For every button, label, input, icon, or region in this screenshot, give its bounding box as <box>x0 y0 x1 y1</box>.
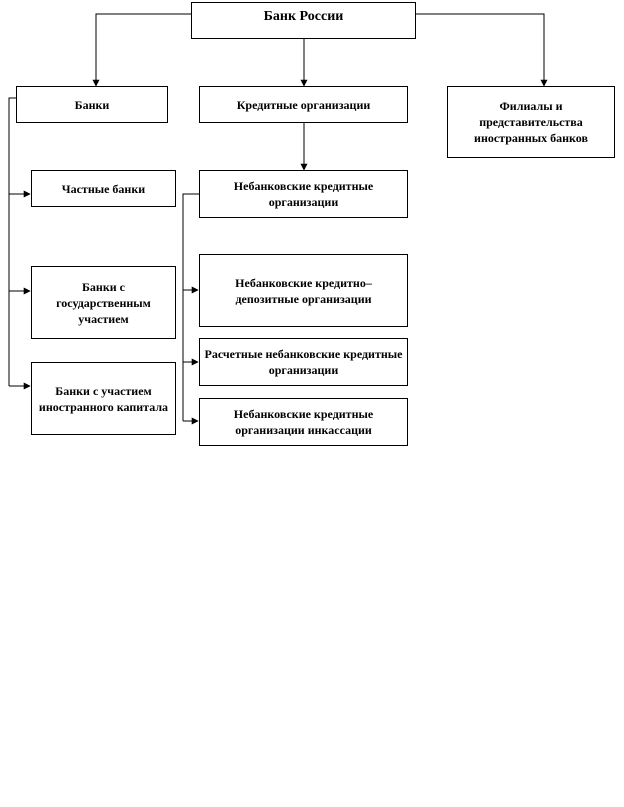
node-nbko-settlement <box>199 338 408 386</box>
node-nbko-settlement-label: Расчетные небанковские кредитные организации <box>204 347 403 377</box>
node-foreign-branches <box>447 86 615 158</box>
node-foreign-branches-label: Филиалы и представительства иностранных банков <box>474 99 588 145</box>
node-bank-of-russia <box>191 2 416 39</box>
node-state-banks-label: Банки с государственным участием <box>56 279 151 326</box>
node-private-banks <box>31 170 176 207</box>
edge-root-banks <box>96 14 191 86</box>
node-state-banks <box>31 266 176 339</box>
node-banks-label: Банки <box>74 97 110 112</box>
node-nbko-deposit <box>199 254 408 327</box>
node-nbko-collection-label: Небанковские кредитные организации инкассации <box>233 407 374 437</box>
node-foreign-capital-banks-label: Банки с участием иностранного капитала <box>38 383 169 414</box>
node-nbko-deposit-label: Небанковские кредитно–депозитные организации <box>235 275 372 306</box>
node-credit-orgs-label: Кредитные организации <box>236 97 371 112</box>
node-foreign-capital-banks <box>31 362 176 435</box>
node-bank-of-russia-label: Банк России <box>263 9 344 24</box>
edge-root-foreign <box>415 14 544 86</box>
node-credit-orgs <box>199 86 408 123</box>
node-private-banks-label: Частные банки <box>61 181 146 196</box>
bracket-banks <box>9 98 16 386</box>
node-nbko-collection <box>199 398 408 446</box>
node-nbko <box>199 170 408 218</box>
bracket-nbko <box>183 194 199 421</box>
node-banks <box>16 86 168 123</box>
node-nbko-label: Небанковские кредитные организации <box>233 179 374 209</box>
